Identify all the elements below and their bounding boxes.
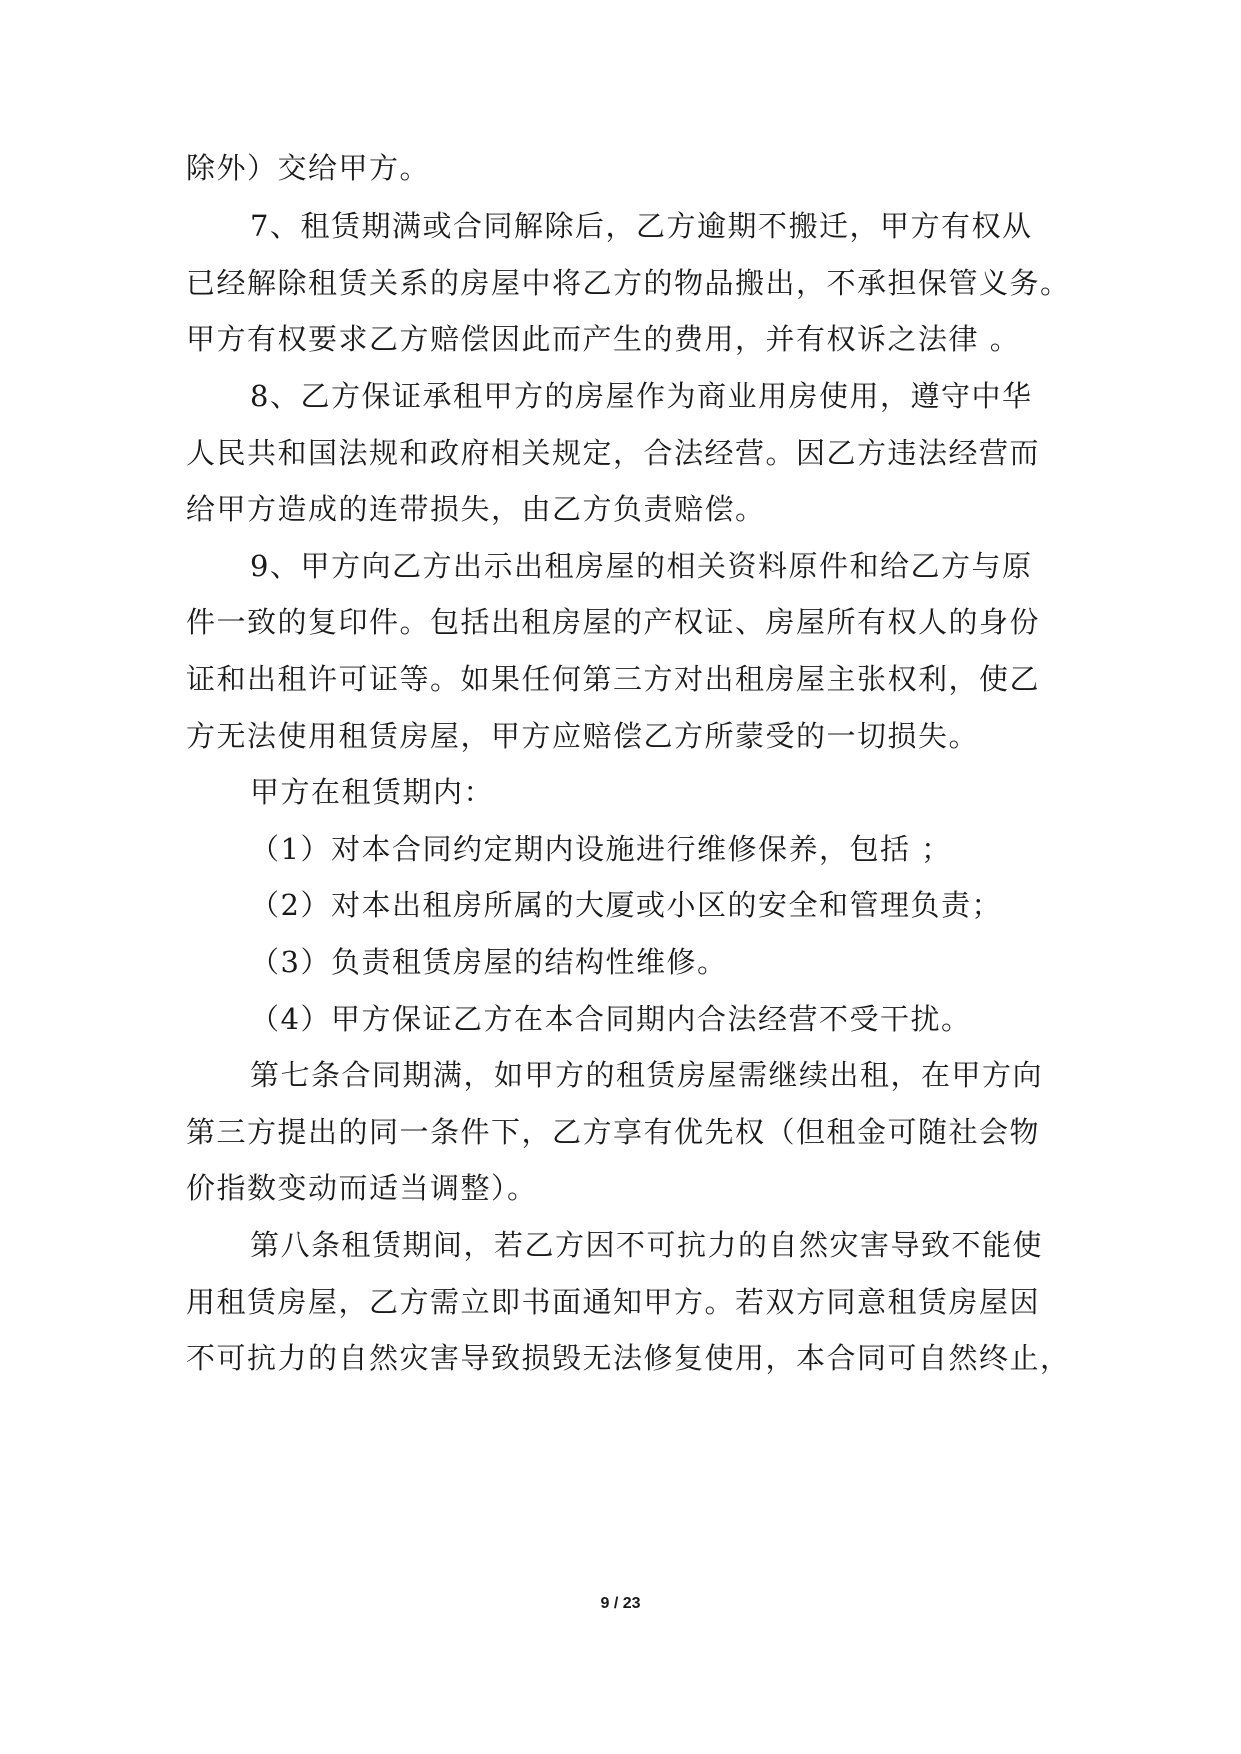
total-pages-number: 23	[622, 1595, 641, 1612]
paragraph-line: 9、甲方向乙方出示出租房屋的相关资料原件和给乙方与原	[250, 549, 1033, 583]
list-item: （3）负责租赁房屋的结构性维修。	[250, 945, 728, 979]
paragraph-line: 第七条合同期满，如甲方的租赁房屋需继续出租，在甲方向	[250, 1058, 1044, 1092]
paragraph-line: 第八条租赁期间，若乙方因不可抗力的自然灾害导致不能使	[250, 1228, 1044, 1262]
list-item: （1）对本合同约定期内设施进行维修保养，包括 ；	[250, 832, 952, 866]
paragraph-line: 8、乙方保证承租甲方的房屋作为商业用房使用，遵守中华	[250, 379, 1033, 413]
paragraph-line: 价指数变动而适当调整）。	[186, 1171, 538, 1205]
paragraph-line: 已经解除租赁关系的房屋中将乙方的物品搬出，不承担保管义务。	[186, 266, 1071, 300]
paragraph-line: 用租赁房屋，乙方需立即书面通知甲方。若双方同意租赁房屋因	[186, 1285, 1041, 1319]
paragraph-line: 证和出租许可证等。如果任何第三方对出租房屋主张权利，使乙	[186, 662, 1041, 696]
paragraph-line: 第三方提出的同一条件下，乙方享有优先权（但租金可随社会物	[186, 1115, 1041, 1149]
paragraph-line: 甲方在租赁期内：	[250, 775, 495, 809]
page-separator: /	[613, 1595, 619, 1612]
paragraph-line: 件一致的复印件。包括出租房屋的产权证、房屋所有权人的身份	[186, 605, 1041, 639]
list-item: （2）对本出租房所属的大厦或小区的安全和管理负责；	[250, 888, 1002, 922]
paragraph-line: 不可抗力的自然灾害导致损毁无法修复使用，本合同可自然终止，	[186, 1341, 1071, 1375]
list-item: （4）甲方保证乙方在本合同期内合法经营不受干扰。	[250, 1002, 972, 1036]
current-page-number: 9	[600, 1595, 610, 1612]
paragraph-line: 甲方有权要求乙方赔偿因此而产生的费用，并有权诉之法律 。	[186, 322, 1021, 356]
paragraph-line: 除外）交给甲方。	[186, 151, 431, 185]
paragraph-line: 给甲方造成的连带损失，由乙方负责赔偿。	[186, 492, 766, 526]
paragraph-line: 7、租赁期满或合同解除后，乙方逾期不搬迁，甲方有权从	[250, 209, 1033, 243]
paragraph-line: 人民共和国法规和政府相关规定，合法经营。因乙方违法经营而	[186, 436, 1041, 470]
page-number	[0, 1594, 1241, 1614]
paragraph-line: 方无法使用租赁房屋，甲方应赔偿乙方所蒙受的一切损失。	[186, 719, 980, 753]
